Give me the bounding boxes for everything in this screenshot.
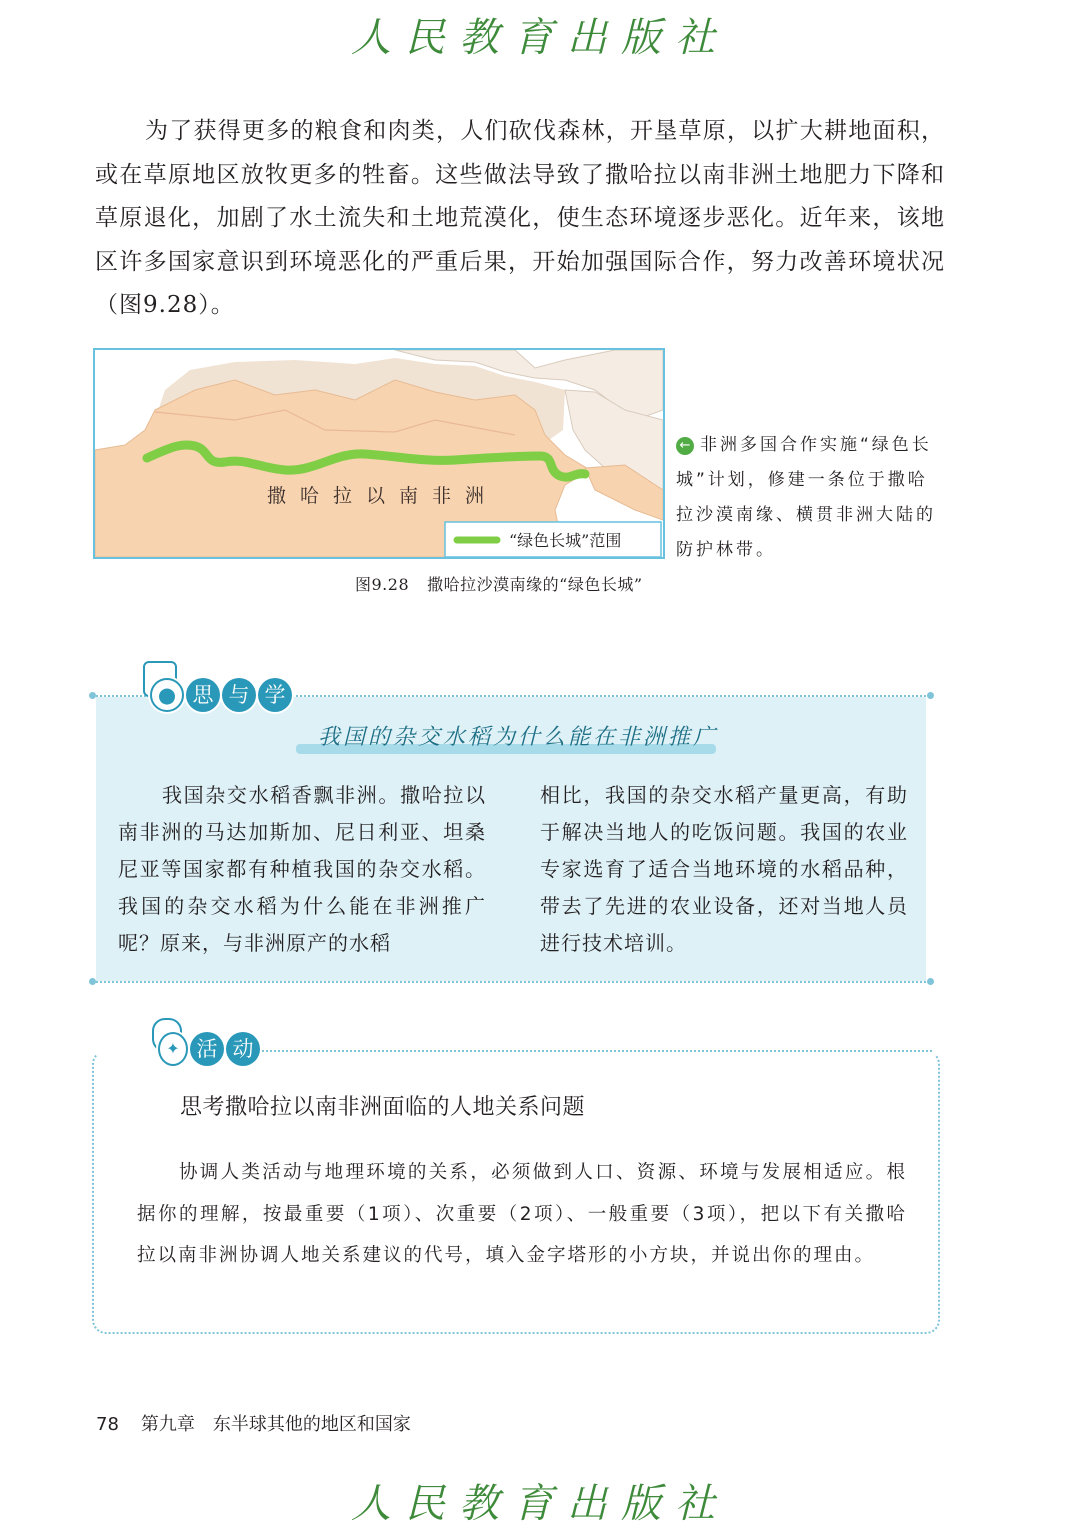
figure-caption bbox=[355, 572, 643, 595]
dot-end bbox=[927, 692, 934, 699]
activity-top-divider bbox=[262, 1050, 932, 1052]
page-number: 78 bbox=[96, 1414, 119, 1435]
page-footer bbox=[96, 1410, 411, 1436]
think-bottom-divider bbox=[92, 981, 930, 983]
chapter-title: 东半球其他的地区和国家 bbox=[212, 1414, 411, 1435]
activity-tab bbox=[158, 1032, 260, 1066]
dot-end bbox=[927, 978, 934, 985]
figure-caption-text: 撒哈拉沙漠南缘的“绿色长城” bbox=[427, 575, 643, 594]
legend-label: “绿色长城”范围 bbox=[509, 531, 622, 550]
map-region-label: 撒哈拉以南非洲 bbox=[267, 485, 499, 507]
publisher-logo: 人民教育出版社 bbox=[351, 1481, 729, 1527]
dot-end bbox=[89, 978, 96, 985]
figure-number: 图9.28 bbox=[355, 575, 410, 594]
map-note-text: 非洲多国合作实施“绿色长城”计划，修建一条位于撒哈拉沙漠南缘、横贯非洲大陆的防护林带。 bbox=[676, 435, 936, 560]
think-learn-title: 我国的杂交水稻为什么能在非洲推广 bbox=[318, 725, 719, 750]
publisher-logo: 人民教育出版社 bbox=[351, 15, 729, 61]
activity-body: 协调人类活动与地理环境的关系，必须做到人口、资源、环境与发展相适应。根据你的理解，按最重要（1项）、次重要（2项）、一般重要（3项），把以下有关撒哈拉以南非洲协调人地关系建议的代号，填入金字塔形的小方块，并说出你的理由。 bbox=[137, 1162, 907, 1266]
think-tab-char: 学 bbox=[258, 678, 292, 712]
intro-paragraph: 为了获得更多的粮食和肉类，人们砍伐森林，开垦草原，以扩大耕地面积，或在草原地区放牧更多的牲畜。这些做法导致了撒哈拉以南非洲土地肥力下降和草原退化，加剧了水土流失和土地荒漠化，使生态环境逐步恶化。近年来，该地区许多国家意识到环境恶化的严重后果，开始加强国际合作，努力改善环境状况（图9.28）。 bbox=[95, 118, 945, 318]
activity-tab-figure-icon: ✦ bbox=[158, 1032, 188, 1066]
africa-map-svg bbox=[95, 350, 663, 557]
activity-title: 思考撒哈拉以南非洲面临的人地关系问题 bbox=[180, 1095, 586, 1120]
think-learn-left-column: 我国杂交水稻香飘非洲。撒哈拉以南非洲的马达加斯加、尼日利亚、坦桑尼亚等国家都有种植我国的杂交水稻。我国的杂交水稻为什么能在非洲推广呢？原来，与非洲原产的水稻 bbox=[118, 783, 486, 955]
dot-end bbox=[89, 692, 96, 699]
map-note bbox=[676, 428, 946, 568]
activity-tab-char: 活 bbox=[190, 1032, 224, 1066]
think-tab-bulb-icon: ● bbox=[150, 678, 184, 712]
think-tab bbox=[150, 678, 292, 712]
activity-tab-char: 动 bbox=[226, 1032, 260, 1066]
chapter-number: 第九章 bbox=[140, 1414, 195, 1435]
think-learn-right-column: 相比，我国的杂交水稻产量更高，有助于解决当地人的吃饭问题。我国的农业专家选育了适合当地环境的水稻品种，带去了先进的农业设备，还对当地人员进行技术培训。 bbox=[540, 783, 908, 955]
think-tab-char: 与 bbox=[222, 678, 256, 712]
think-tab-char: 思 bbox=[186, 678, 220, 712]
arrow-left-icon: ← bbox=[676, 437, 694, 455]
green-wall-map bbox=[93, 348, 665, 559]
